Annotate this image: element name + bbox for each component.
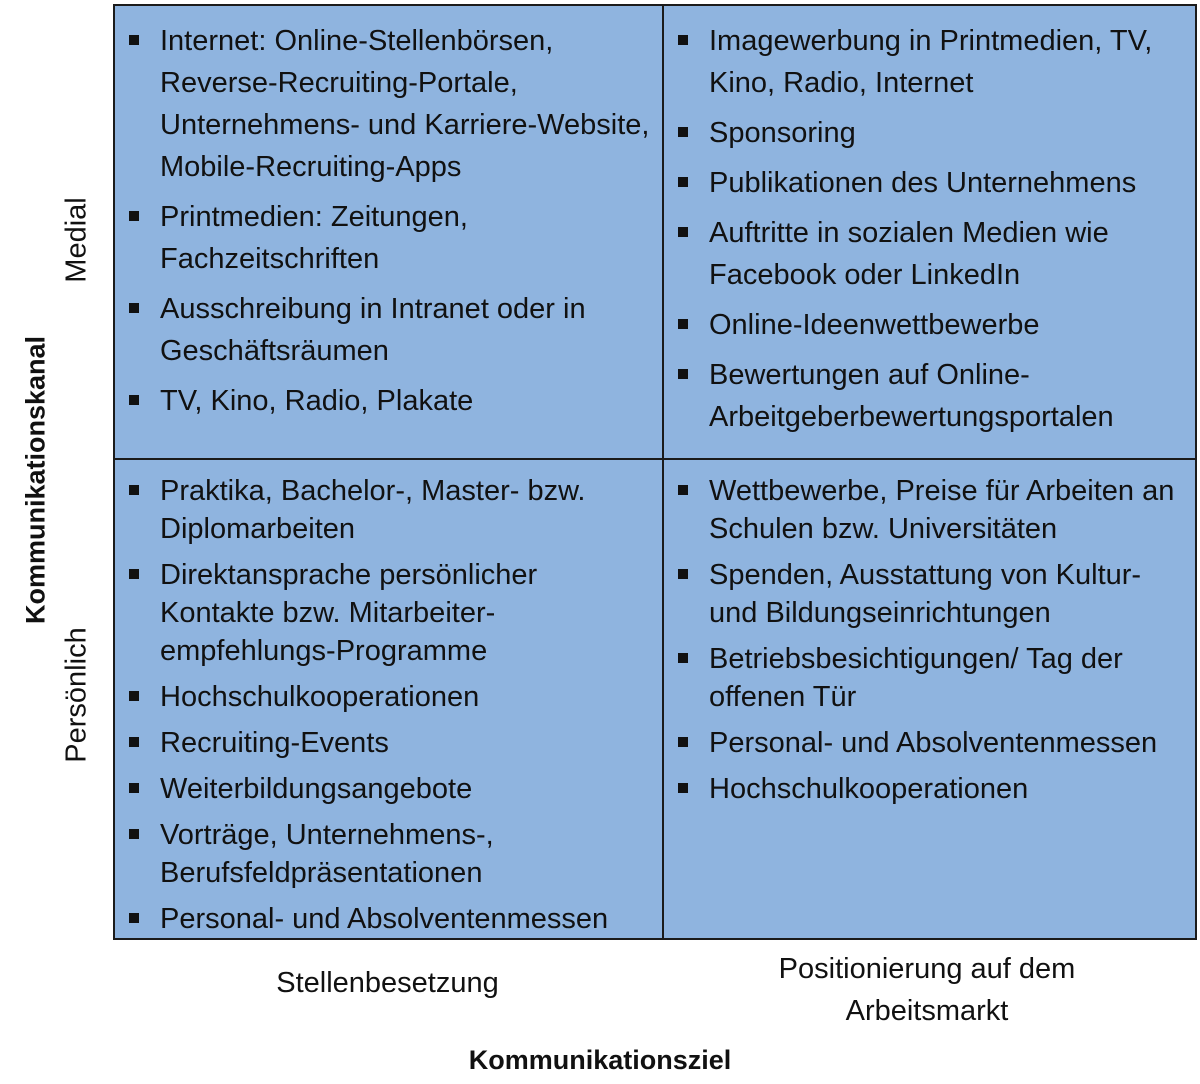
list-item: Wettbewerbe, Preise für Arbeiten an Schulen bzw. Universitäten: [664, 472, 1195, 548]
cell-persoenlich-positionierung: [664, 460, 1195, 938]
cell-medial-stellenbesetzung: [115, 6, 664, 460]
list-item: Recruiting-Events: [115, 724, 662, 762]
list-item: Online-Ideenwettbewerbe: [664, 304, 1195, 346]
cell-medial-positionierung: [664, 6, 1195, 460]
list-item: Auftritte in sozialen Medien wie Facebook oder LinkedIn: [664, 212, 1195, 296]
list-item: Hochschulkooperationen: [664, 770, 1195, 808]
list-item: Personal- und Absolventenmessen: [664, 724, 1195, 762]
list-item: Imagewerbung in Printmedien, TV, Kino, Radio, Internet: [664, 20, 1195, 104]
list-item: Betriebsbesichtigungen/ Tag der offenen Tür: [664, 640, 1195, 716]
list-item: Hochschulkooperationen: [115, 678, 662, 716]
list-item: Bewertungen auf Online-Arbeitgeberbewertungsportalen: [664, 354, 1195, 438]
x-axis-title: Kommunikationsziel: [468, 1045, 732, 1075]
list-item: Vorträge, Unternehmens-, Berufsfeldpräsentationen: [115, 816, 662, 892]
list-item: Printmedien: Zeitungen, Fachzeitschriften: [115, 196, 662, 280]
list-item: Internet: Online-Stellenbörsen, Reverse-Recruiting-Portale, Unternehmens- und Karriere-Website, Mobile-Recruiting-Apps: [115, 20, 662, 188]
list-item: Personal- und Absolventenmessen: [115, 900, 662, 938]
list-item: Praktika, Bachelor-, Master- bzw. Diplomarbeiten: [115, 472, 662, 548]
y-axis-title: Kommunikationskanal: [20, 335, 51, 625]
list-item: Weiterbildungsangebote: [115, 770, 662, 808]
col-label-stellenbesetzung: Stellenbesetzung: [276, 967, 499, 999]
cell-persoenlich-stellenbesetzung: [115, 460, 664, 938]
row-label-persoenlich: Persönlich: [60, 627, 93, 763]
list-item: Spenden, Ausstattung von Kultur- und Bildungseinrichtungen: [664, 556, 1195, 632]
list-item: Ausschreibung in Intranet oder in Geschäftsräumen: [115, 288, 662, 372]
list-item: TV, Kino, Radio, Plakate: [115, 380, 662, 422]
communication-matrix: [113, 4, 1197, 940]
col-label-positionierung: Positionierung auf dem Arbeitsmarkt: [778, 953, 1076, 1027]
row-label-medial: Medial: [60, 197, 93, 283]
list-item: Sponsoring: [664, 112, 1195, 154]
list-item: Direktansprache persönlicher Kontakte bzw. Mitarbeiter-empfehlungs-Programme: [115, 556, 662, 670]
list-item: Publikationen des Unternehmens: [664, 162, 1195, 204]
